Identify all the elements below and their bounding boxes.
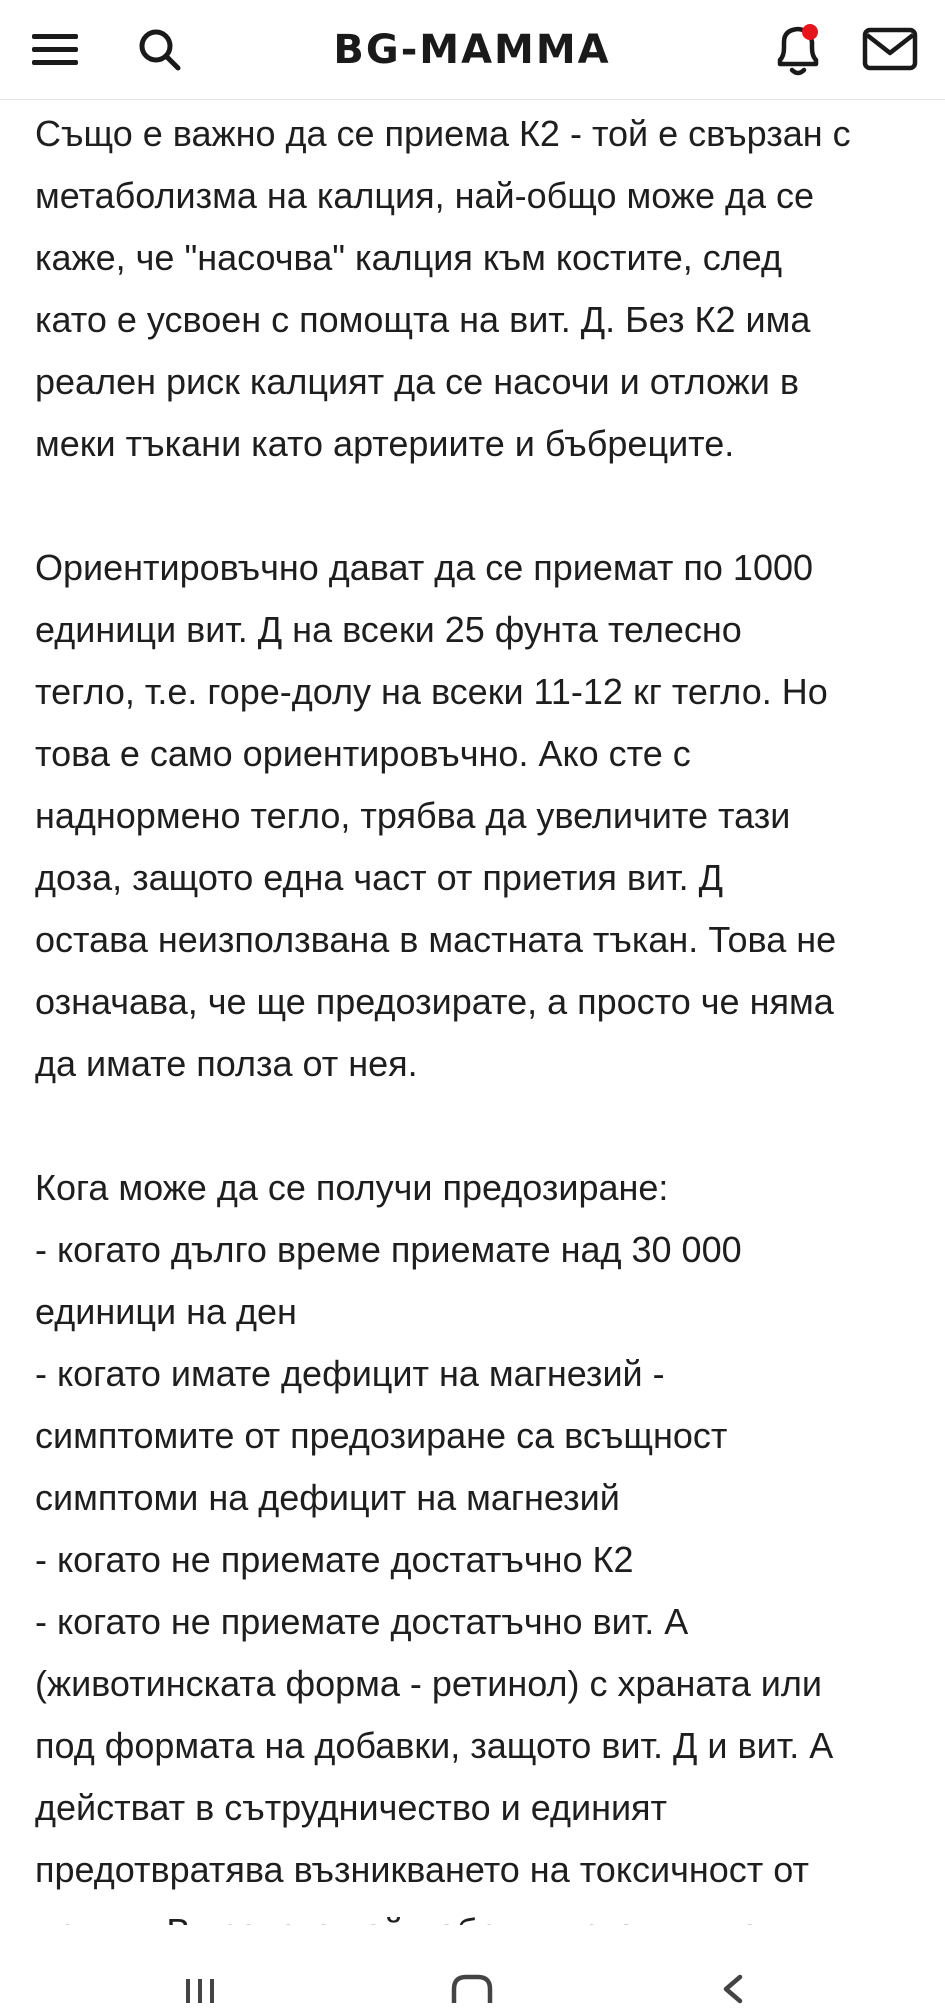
bell-icon: [770, 20, 826, 80]
envelope-icon: [862, 26, 920, 74]
home-icon: [432, 1975, 512, 2003]
post-paragraph: Ориентировъчно дават да се приемат по 1000 единици вит. Д на всеки 25 фунта телесно тегло, т.е. горе-долу на всеки 11-12 кг тегло. Но това е само ориентировъчно. Ако сте с наднормено тегло, трябва да увеличите тази доза, защото една част от приетия вит. Д остава неизползвана в мастната тъкан. Това не означава, че ще предозирате, а просто че няма да имате полза от нея.: [35, 547, 837, 1084]
back-button[interactable]: [700, 1975, 760, 2003]
notification-dot: [802, 24, 818, 40]
post-paragraph: Кога може да се получи предозиране: - когато дълго време приемате над 30 000 единици на ден - когато имате дефицит на магнезий - симптомите от предозиране са всъщност симптоми на дефицит на магнезий - когато не приемате достатъчно К2 - когато не приемате достатъчно вит. А (животинската форма - ретинол) с храната или под формата на добавки, защото вит. Д и вит. А действат в сътрудничество и единият предотвратява възникването на токсичност от: [35, 1167, 834, 1890]
messages-button[interactable]: [862, 26, 920, 74]
site-logo[interactable]: BG-MAMMA: [333, 27, 611, 73]
back-chevron-icon: [700, 1975, 760, 2003]
hamburger-menu-icon: [30, 26, 82, 74]
site-header: [0, 0, 945, 100]
recent-apps-button[interactable]: [170, 1977, 240, 2003]
home-button[interactable]: [432, 1975, 512, 2003]
search-button[interactable]: [134, 24, 186, 76]
recent-apps-icon: [170, 1977, 240, 2003]
menu-button[interactable]: [30, 26, 82, 74]
search-icon: [134, 24, 186, 76]
post-content: [35, 103, 925, 1918]
system-navigation-bar: [0, 1925, 945, 2003]
notifications-button[interactable]: [770, 20, 826, 80]
post-paragraph: Също е важно да се приема К2 - той е свързан с метаболизма на калция, най-общо може да се каже, че "насочва" калция към костите, след като е усвоен с помощта на вит. Д. Без К2 има реален риск калцият да се насочи и отложи в меки тъкани като артериите и бъбреците.: [35, 113, 851, 464]
